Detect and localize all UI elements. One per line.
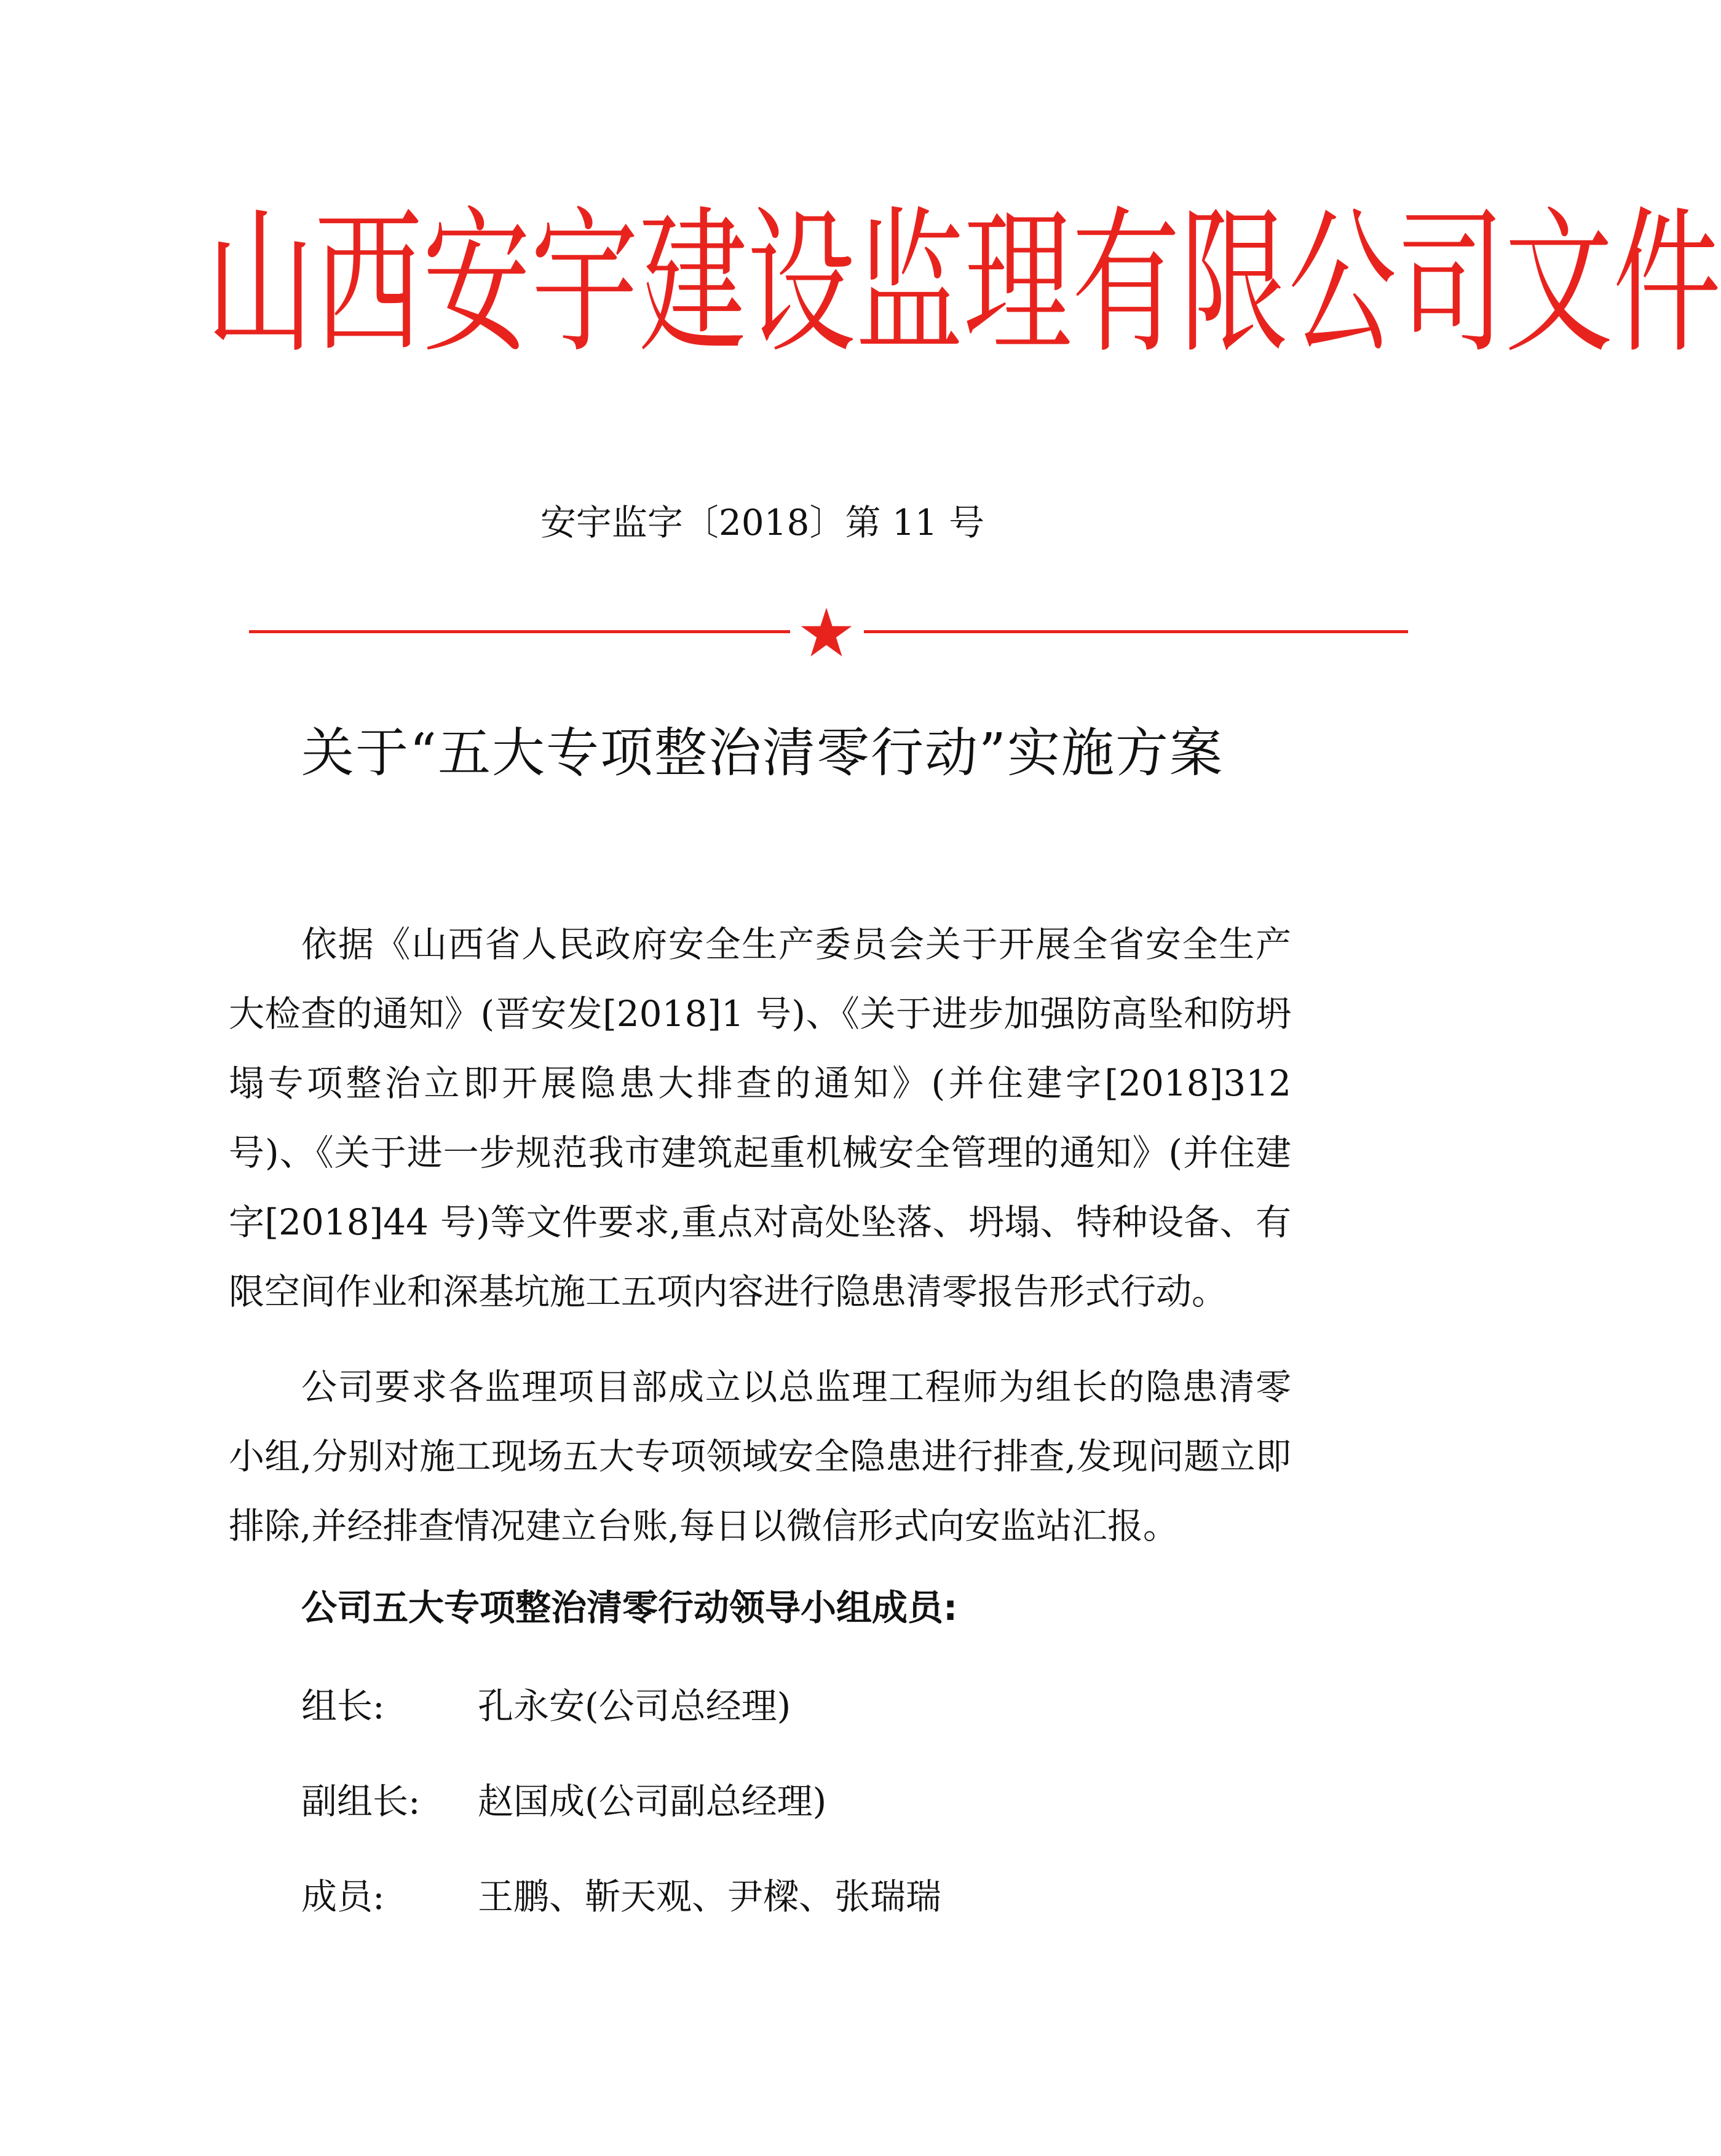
leader-role-label: 组长:: [301, 1685, 385, 1727]
body-paragraph-2: 公司要求各监理项目部成立以总监理工程师为组长的隐患清零小组,分别对施工现场五大专项领域安全隐患进行排查,发现问题立即排除,并经排查情况建立台账,每日以微信形式向安监站汇报。: [229, 1366, 1291, 1547]
masthead-character: 限: [1180, 192, 1289, 375]
divider-line-right: [864, 630, 1408, 633]
deputy-name: 赵国成(公司副总经理): [478, 1780, 827, 1822]
document-number: 安宇监字〔2018〕第 11 号: [540, 502, 985, 543]
masthead-character: 山: [206, 192, 315, 375]
masthead-character: 西: [314, 192, 423, 375]
star-icon: [799, 606, 853, 660]
masthead-character: 安: [422, 192, 531, 375]
members-names: 王鹏、靳天观、尹樑、张瑞瑞: [478, 1876, 942, 1917]
masthead-character: 建: [639, 192, 748, 375]
masthead-character: 设: [747, 192, 856, 375]
leader-name: 孔永安(公司总经理): [478, 1685, 791, 1727]
masthead-character: 监: [855, 192, 964, 375]
masthead-character: 文: [1505, 192, 1613, 375]
masthead-character: 宇: [531, 192, 639, 375]
masthead-character: 有: [1072, 192, 1181, 375]
deputy-role-label: 副组长:: [301, 1780, 421, 1822]
divider-line-left: [249, 630, 790, 633]
leadership-group-heading: 公司五大专项整治清零行动领导小组成员:: [301, 1587, 958, 1629]
members-role-label: 成员:: [301, 1876, 385, 1917]
masthead-character: 司: [1396, 192, 1505, 375]
masthead-character: 公: [1288, 192, 1397, 375]
masthead-character: 件: [1613, 192, 1721, 375]
document-title: 关于“五大专项整治清零行动”实施方案: [301, 722, 1224, 784]
masthead: [206, 192, 1721, 381]
body-paragraph-1: 依据《山西省人民政府安全生产委员会关于开展全省安全生产大检查的通知》(晋安发[2018]1 号)、《关于进步加强防高坠和防坍塌专项整治立即开展隐患大排查的通知》(并住建字[2018]312 号)、《关于进一步规范我市建筑起重机械安全管理的通知》(并住建字[2018]44 号)等文件要求,重点对高处坠落、坍塌、特种设备、有限空间作业和深基坑施工五项内容进行隐患清零报告形式行动。: [229, 923, 1291, 1313]
masthead-character: 理: [963, 192, 1072, 375]
